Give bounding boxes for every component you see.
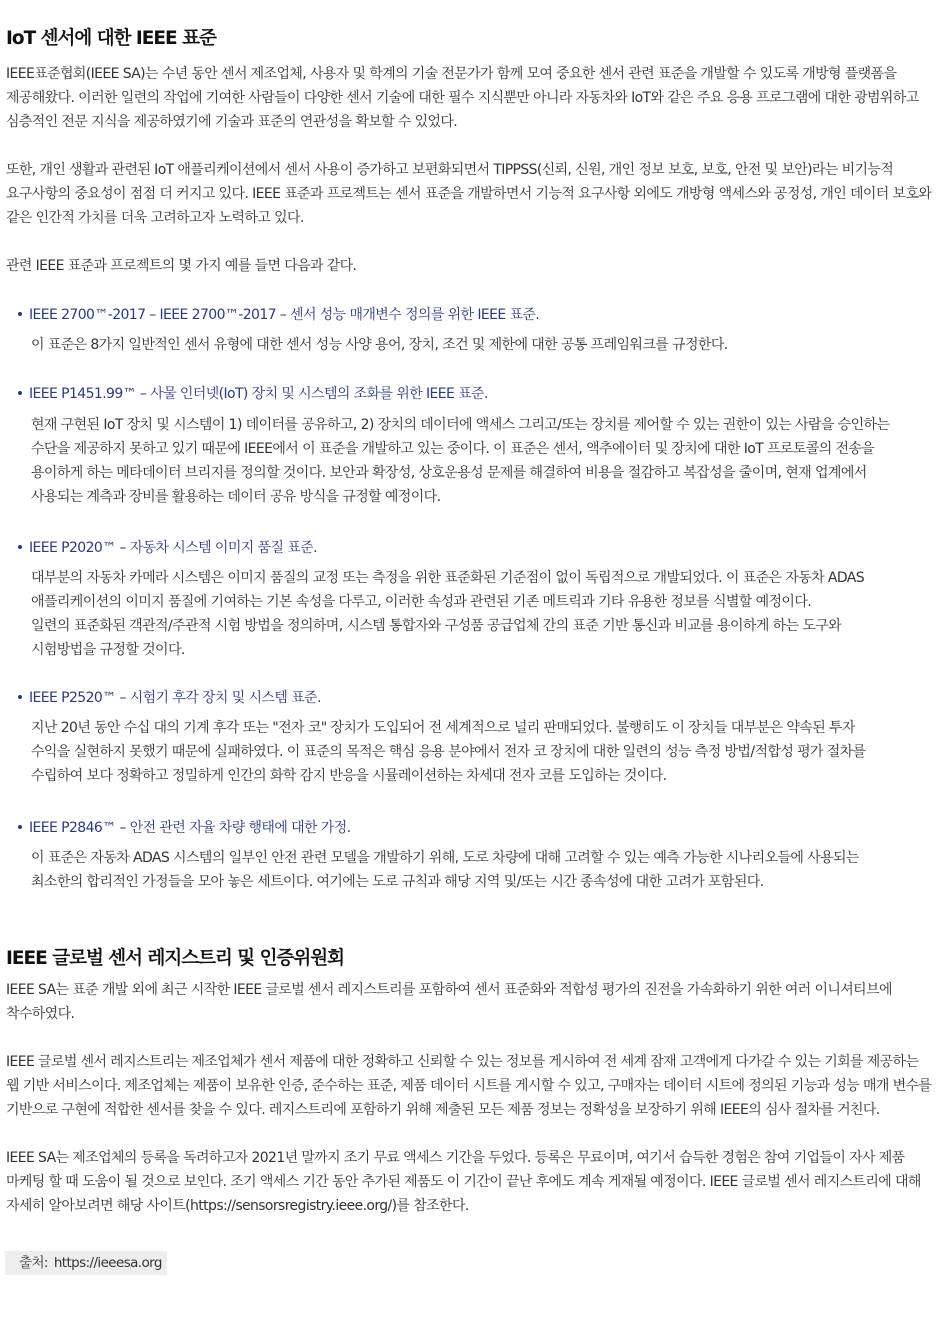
text-line: IEEE 글로벌 센서 레지스트리는 제조업체가 센서 제품에 대한 정확하고 신뢰할 수 있는 정보를 게시하여 전 세계 잠재 고객에게 다가갈 수 있는 기회를 제공하는 [6, 1054, 919, 1070]
text-line: 최소한의 합리적인 가정들을 모아 놓은 세트이다. 여기에는 도로 규칙과 해당 지역 및/또는 시간 종속성에 대한 고려가 포함된다. [31, 874, 764, 890]
text-line: 애플리케이션의 이미지 품질에 기여하는 기본 속성을 다루고, 이러한 속성과 관련된 기존 메트릭과 기타 유용한 정보를 식별할 예정이다. [31, 594, 812, 610]
text-line: 제공해왔다. 이러한 일련의 작업에 기여한 사람들이 다양한 센서 기술에 대한 필수 지식뿐만 아니라 자동차와 IoT와 같은 주요 응용 프로그램에 대한 광범위하고 [6, 90, 919, 106]
standard-item-desc [31, 413, 889, 509]
standard-item-desc [31, 566, 864, 662]
text-line: 대부분의 자동차 카메라 시스템은 이미지 품질의 교정 또는 측정을 위한 표준화된 기준점이 없이 독립적으로 개발되었다. 이 표준은 자동차 ADAS [31, 570, 865, 586]
text-line: 자세히 알아보려면 해당 사이트(https://sensorsregistry.ieee.org/)를 참조한다. [6, 1198, 469, 1214]
bullet-dot-icon [18, 391, 22, 395]
intro-paragraph [6, 62, 946, 134]
text-line: 시험방법을 규정할 것이다. [31, 642, 185, 658]
examples-intro-paragraph [6, 254, 946, 278]
standard-item-desc [31, 846, 859, 894]
text-line: 관련 IEEE 표준과 프로젝트의 몇 가지 예를 들면 다음과 같다. [6, 258, 357, 274]
text-line: 마케팅 할 때 도움이 될 것으로 보인다. 조기 액세스 기간 동안 추가된 제품도 이 기간이 끝난 후에도 계속 게재될 예정이다. IEEE 글로벌 센서 레지스트리에 대해 [6, 1174, 921, 1190]
standard-item-desc [31, 333, 728, 357]
text-line: 수익을 실현하지 못했기 때문에 실패하였다. 이 표준의 목적은 핵심 응용 분야에서 전자 코 장치에 대한 일련의 성능 측정 방법/적합성 평가 절차를 [31, 744, 866, 760]
text-line: 또한, 개인 생활과 관련된 IoT 애플리케이션에서 센서 사용이 증가하고 보편화되면서 TIPPSS(신뢰, 신원, 개인 정보 보호, 보호, 안전 및 보안)라는 비기능적 [6, 162, 894, 178]
bullet-dot-icon [18, 312, 22, 316]
bullet-dot-icon [18, 545, 22, 549]
text-line: 일련의 표준화된 객관적/주관적 시험 방법을 정의하며, 시스템 통합자와 구성품 공급업체 간의 표준 기반 통신과 비교를 용이하게 하는 도구와 [31, 618, 842, 634]
text-line: 심층적인 전문 지식을 제공하였기에 기술과 표준의 연관성을 확보할 수 있었다. [6, 114, 458, 130]
text-line: 지난 20년 동안 수십 대의 기계 후각 또는 "전자 코" 장치가 도입되어 전 세계적으로 널리 판매되었다. 불행히도 이 장치들 대부분은 약속된 투자 [31, 720, 855, 736]
source-citation [5, 1251, 167, 1275]
standard-item-title: IEEE 2700™-2017 – IEEE 2700™-2017 – 센서 성능 매개변수 정의를 위한 IEEE 표준. [18, 303, 539, 327]
section-title-global-sensor-registry: IEEE 글로벌 센서 레지스트리 및 인증위원회 [6, 948, 344, 969]
text-line: 이 표준은 8가지 일반적인 센서 유형에 대한 센서 성능 사양 용어, 장치, 조건 및 제한에 대한 공통 프레임워크를 규정한다. [31, 337, 728, 353]
registry-early-access-paragraph [6, 1146, 946, 1218]
standard-item-title: IEEE P2020™ – 자동차 시스템 이미지 품질 표준. [18, 536, 317, 560]
registry-description-paragraph [6, 1050, 946, 1122]
standard-item-desc [31, 716, 866, 788]
standard-item-title: IEEE P2846™ – 안전 관련 자율 차량 행태에 대한 가정. [18, 816, 351, 840]
text-line: IEEE SA는 표준 개발 외에 최근 시작한 IEEE 글로벌 센서 레지스트리를 포함하여 센서 표준화와 적합성 평가의 진전을 가속화하기 위한 여러 이니셔티브에 [6, 982, 892, 998]
bullet-dot-icon [18, 825, 22, 829]
text-line: IEEE표준협회(IEEE SA)는 수년 동안 센서 제조업체, 사용자 및 학계의 기술 전문가가 함께 모여 중요한 센서 관련 표준을 개발할 수 있도록 개방형 플랫폼을 [6, 66, 897, 82]
source-link[interactable]: https://ieeesa.org [53, 1255, 162, 1271]
text-line: 웹 기반 서비스이다. 제조업체는 제품이 보유한 인증, 준수하는 표준, 제품 데이터 시트를 게시할 수 있고, 구매자는 데이터 시트에 정의된 기능과 성능 매개 변수를 [6, 1078, 932, 1094]
text-line: 수립하여 보다 정확하고 정밀하게 인간의 화학 감지 반응을 시뮬레이션하는 차세대 전자 코를 도입하는 것이다. [31, 768, 667, 784]
text-line: 착수하였다. [6, 1006, 75, 1022]
text-line: 용이하게 하는 메타데이터 브리지를 정의할 것이다. 보안과 확장성, 상호운용성 문제를 해결하여 비용을 절감하고 복잡성을 줄이며, 현재 업계에서 [31, 465, 867, 481]
tippss-paragraph [6, 158, 946, 230]
text-line: 현재 구현된 IoT 장치 및 시스템이 1) 데이터를 공유하고, 2) 장치의 데이터에 액세스 그리고/또는 장치를 제어할 수 있는 권한이 있는 사람을 승인하는 [31, 417, 890, 433]
text-line: 사용되는 계측과 장비를 활용하는 데이터 공유 방식을 규정할 예정이다. [31, 489, 441, 505]
text-line: 수단을 제공하지 못하고 있기 때문에 IEEE에서 이 표준을 개발하고 있는 중이다. 이 표준은 센서, 액추에이터 및 장치에 대한 IoT 프로토콜의 전송을 [31, 441, 875, 457]
text-line: 기반으로 구현에 적합한 센서를 찾을 수 있다. 레지스트리에 포함하기 위해 제출된 모든 제품 정보는 정확성을 보장하기 위해 IEEE의 심사 절차를 거친다. [6, 1102, 880, 1118]
registry-intro-paragraph [6, 978, 946, 1026]
section-title-iot-standards: IoT 센서에 대한 IEEE 표준 [6, 28, 216, 49]
text-line: 이 표준은 자동차 ADAS 시스템의 일부인 안전 관련 모델을 개발하기 위해, 도로 차량에 대해 고려할 수 있는 예측 가능한 시나리오들에 사용되는 [31, 850, 859, 866]
text-line: IEEE SA는 제조업체의 등록을 독려하고자 2021년 말까지 조기 무료 액세스 기간을 두었다. 등록은 무료이며, 여기서 습득한 경험은 참여 기업들이 자사 제품 [6, 1150, 905, 1166]
text-line: 요구사항의 중요성이 점점 더 커지고 있다. IEEE 표준과 프로젝트는 센서 표준을 개발하면서 기능적 요구사항 외에도 개방형 액세스와 공정성, 개인 데이터 보호와 [6, 186, 932, 202]
source-label: 출처: [19, 1255, 48, 1271]
standard-item-title: IEEE P2520™ – 시험기 후각 장치 및 시스템 표준. [18, 686, 321, 710]
bullet-dot-icon [18, 695, 22, 699]
standard-item-title: IEEE P1451.99™ – 사물 인터넷(IoT) 장치 및 시스템의 조화를 위한 IEEE 표준. [18, 382, 488, 406]
text-line: 같은 인간적 가치를 더욱 고려하고자 노력하고 있다. [6, 210, 304, 226]
